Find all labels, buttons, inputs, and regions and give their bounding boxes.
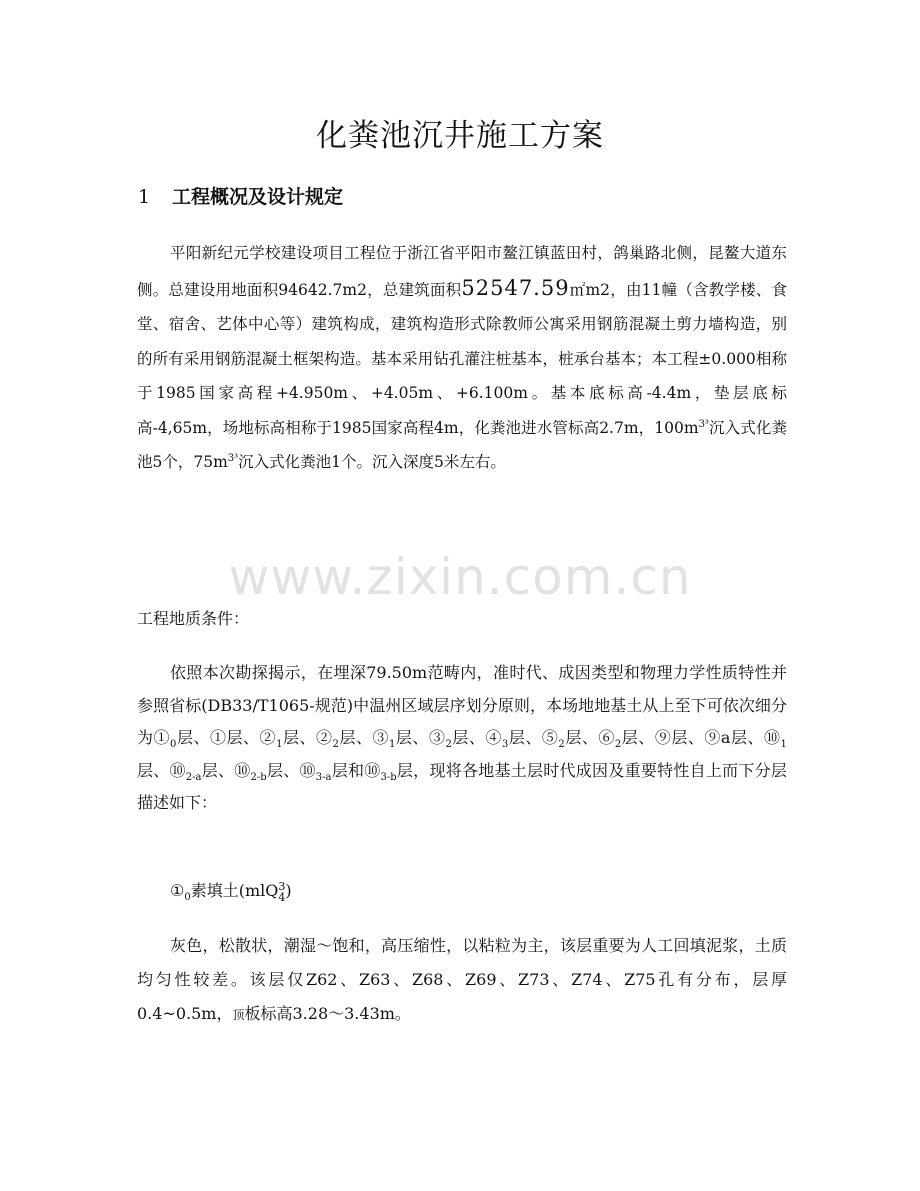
section-number: 1 bbox=[138, 186, 151, 208]
project-overview-paragraph bbox=[137, 236, 787, 480]
geology-paragraph bbox=[137, 657, 787, 820]
para1-text-a: 平阳新纪元学校建设项目工程位于浙江省平阳市鳌江镇蓝田村，鸽巢路北侧，昆鳌大道东侧。总建设用地面积94642.7m2，总建筑面积 bbox=[137, 244, 787, 299]
para2-text: 层和⑩ bbox=[331, 760, 381, 780]
para2-text: 层、⑩ bbox=[266, 760, 316, 780]
para2-text: 层、①层、② bbox=[176, 728, 277, 747]
layer-heading bbox=[170, 878, 292, 903]
layer-symbol: ① bbox=[170, 881, 185, 900]
layer-name: 素填土(mlQ bbox=[190, 881, 279, 900]
para2-text: 层、③ bbox=[395, 728, 446, 747]
para2-text: 层、⑩ bbox=[137, 760, 186, 780]
section-title: 工程概况及设计规定 bbox=[172, 186, 344, 208]
para2-text: 层、③ bbox=[338, 728, 390, 747]
para2-sub: 3-a bbox=[315, 771, 332, 783]
para2-sub: 2 bbox=[332, 739, 339, 751]
para1-area-value: 52547.59 bbox=[461, 275, 570, 300]
para2-sub: 1 bbox=[389, 739, 396, 751]
para2-sub: 2 bbox=[445, 739, 452, 751]
para2-sub: 1 bbox=[780, 739, 787, 751]
para2-sub: 2 bbox=[558, 739, 565, 751]
para2-sub: 1 bbox=[276, 739, 283, 751]
section-heading bbox=[138, 182, 343, 209]
para2-sub: 2 bbox=[614, 739, 622, 751]
para2-sub: 2-a bbox=[185, 771, 202, 783]
para2-text: 层，现将各地基土层时代成因及重要特性自上而下分层描述如下： bbox=[137, 760, 787, 812]
layer-age-index: 3 4 bbox=[278, 879, 286, 904]
para1-sup2: 3³ bbox=[227, 452, 239, 464]
watermark: www.zixin.com.cn bbox=[228, 548, 692, 606]
layer-close: ) bbox=[285, 881, 292, 900]
page-title: 化粪池沉井施工方案 bbox=[316, 118, 604, 154]
para2-sub: 0 bbox=[170, 739, 177, 751]
para2-text: 层、⑥ bbox=[564, 728, 615, 747]
para2-text: 依照本次勘探揭示，在埋深79.50m范畴内，准时代、成因类型和物理力学性质特性并参照省标(DB33/T1065-规范)中温州区域层序划分原则，本场地地基土从上至下可依次细分为① bbox=[137, 663, 787, 747]
para2-sub: 3 bbox=[501, 739, 509, 751]
para2-text: 层、④ bbox=[451, 728, 502, 747]
geology-heading: 工程地质条件： bbox=[137, 609, 250, 628]
para1-text-c: 沉入式化粪池5个，75m bbox=[137, 418, 787, 471]
para2-sub: 2-b bbox=[250, 771, 267, 783]
para1-text-b: ㎡m2，由11幢（含教学楼、食堂、宿舍、艺体中心等）建筑构成，建筑构造形式除教师公寓采用钢筋混凝土剪力墙构造，别的所有采用钢筋混凝土框架构造。基本采用钻孔灌注桩基本，桩承台基本；本工程±0.000相称于1985国家高程+4.950m、+4.05m、+6.100m。基本底标高-4.4m，垫层底标高-4,65m，场地标高相称于1985国家高程4m，化粪池进水管标高2.7m，100m bbox=[137, 280, 787, 437]
para2-text: 层、⑩ bbox=[201, 760, 251, 780]
para1-text-d: 沉入式化粪池1个。沉入深度5米左右。 bbox=[238, 453, 506, 471]
layer-sub: 0 bbox=[184, 892, 191, 904]
para2-sub: 3-b bbox=[380, 771, 397, 783]
layer-description-paragraph bbox=[137, 929, 787, 1032]
para2-text: 层、⑤ bbox=[508, 728, 559, 747]
para3-small: 顶 bbox=[232, 1008, 245, 1022]
para2-text: 层、⑨层、⑨a层、⑩ bbox=[621, 728, 781, 747]
para2-text: 层、② bbox=[282, 728, 333, 747]
para1-sup1: 3³ bbox=[698, 418, 709, 430]
para3-text-b: 板标高3.28～3.43m。 bbox=[244, 1004, 411, 1023]
para3-text-a: 灰色，松散状，潮湿～饱和，高压缩性，以粘粒为主，该层重要为人工回填泥浆，土质均匀性较差。该层仅Z62、Z63、Z68、Z69、Z73、Z74、Z75孔有分布，层厚0.4~0.5m， bbox=[137, 936, 787, 1023]
